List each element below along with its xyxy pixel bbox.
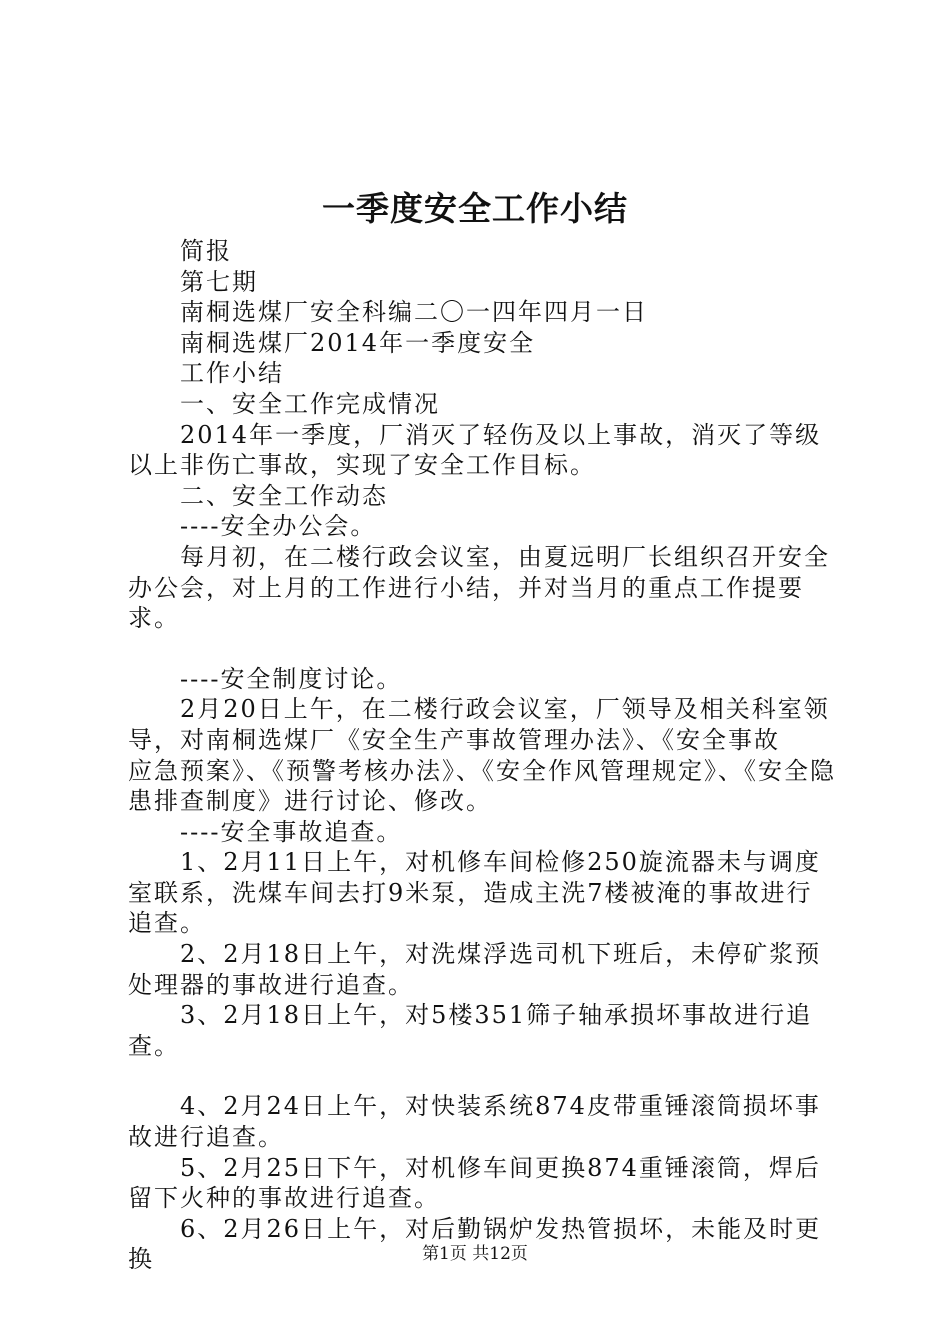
subheading-investigation: ----安全事故追查。 xyxy=(180,817,403,846)
paragraph-issue: 第七期 xyxy=(180,267,258,296)
document-body xyxy=(128,236,838,1275)
section-heading-2: 二、安全工作动态 xyxy=(180,481,388,510)
paragraph-rules-1: 2月20日上午，在二楼行政会议室，厂领导及相关科室领导，对南桐选煤厂《安全生产事故管理办法》、《安全事故 xyxy=(128,695,830,754)
paragraph-subtitle-2: 工作小结 xyxy=(180,359,284,388)
list-item-3: 3、2月18日上午，对5楼351筛子轴承损坏事故进行追查。 xyxy=(128,1001,813,1060)
paragraph-summary: 2014年一季度，厂消灭了轻伤及以上事故，消灭了等级以上非伤亡事故，实现了安全工作目标。 xyxy=(128,420,822,480)
paragraph-gap xyxy=(128,1061,838,1091)
paragraph-subtitle-1: 南桐选煤厂2014年一季度安全 xyxy=(180,328,536,357)
section-heading-1: 一、安全工作完成情况 xyxy=(180,389,440,418)
page-footer: 第1页 共12页 xyxy=(422,1244,528,1264)
paragraph-gap xyxy=(128,634,838,664)
document-title: 一季度安全工作小结 xyxy=(322,189,628,228)
list-item-4: 4、2月24日上午，对快装系统874皮带重锤滚筒损坏事故进行追查。 xyxy=(128,1092,821,1152)
subheading-rules: ----安全制度讨论。 xyxy=(180,664,403,693)
paragraph-editor-date: 南桐选煤厂安全科编二〇一四年四月一日 xyxy=(180,298,648,327)
paragraph-rules-2: 应急预案》、《预警考核办法》、《安全作风管理规定》、《安全隐患排查制度》进行讨论、修改。 xyxy=(128,756,836,816)
paragraph-meeting: 每月初，在二楼行政会议室，由夏远明厂长组织召开安全办公会，对上月的工作进行小结，并对当月的重点工作提要求。 xyxy=(128,542,830,633)
paragraph-brief: 简报 xyxy=(180,237,232,265)
list-item-2: 2、2月18日上午，对洗煤浮选司机下班后，未停矿浆预处理器的事故进行追查。 xyxy=(128,940,822,999)
list-item-6: 6、2月26日上午，对后勤锅炉发热管损坏，未能及时更换 xyxy=(128,1214,822,1274)
list-item-5: 5、2月25日下午，对机修车间更换874重锤滚筒，焊后留下火种的事故进行追查。 xyxy=(128,1153,821,1213)
subheading-meeting: ----安全办公会。 xyxy=(180,512,377,541)
list-item-1: 1、2月11日上午，对机修车间检修250旋流器未与调度室联系，洗煤车间去打9米泵，造成主洗7楼被淹的事故进行追查。 xyxy=(128,848,821,938)
